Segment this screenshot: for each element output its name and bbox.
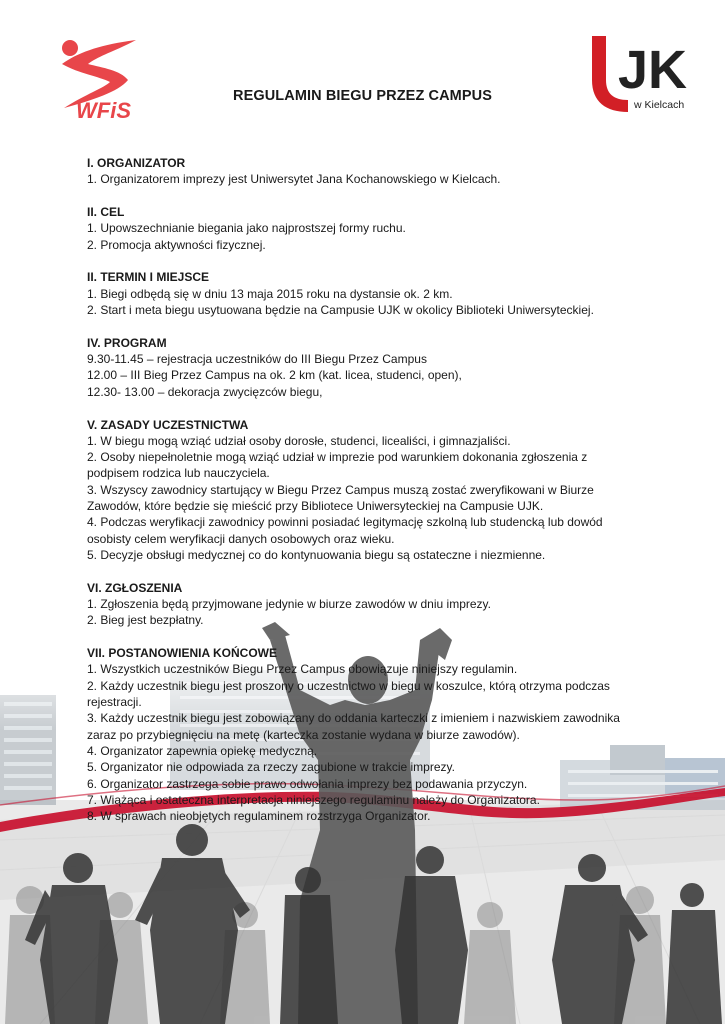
section-line: 1. Organizatorem imprezy jest Uniwersytet Jana Kochanowskiego w Kielcach. xyxy=(87,172,501,187)
section-line: 1. Upowszechnianie biegania jako najprostszej formy ruchu. xyxy=(87,221,406,236)
section-line: 2. Start i meta biegu usytuowana będzie na Campusie UJK w okolicy Biblioteki Uniwersyteckiej. xyxy=(87,303,594,318)
section-participation-rules xyxy=(87,417,647,564)
section-heading: VII. POSTANOWIENIA KOŃCOWE xyxy=(87,646,278,661)
section-line: 7. Wiążąca i ostateczna interpretacja niniejszego regulaminu należy do Organizatora. xyxy=(87,792,540,807)
section-line: 9.30-11.45 – rejestracja uczestników do III Biegu Przez Campus xyxy=(87,352,427,367)
document-title: REGULAMIN BIEGU PRZEZ CAMPUS xyxy=(233,88,492,104)
svg-text:JK: JK xyxy=(618,40,688,100)
section-heading: V. ZASADY UCZESTNICTWA xyxy=(87,417,249,432)
section-heading: IV. PROGRAM xyxy=(87,335,167,350)
svg-text:w Kielcach: w Kielcach xyxy=(634,99,685,111)
section-line: 4. Podczas weryfikacji zawodnicy powinni posiadać legitymację szkolną lub studencką lub dowód xyxy=(87,515,603,530)
section-line: 6. Organizator zastrzega sobie prawo odwołania imprezy bez podawania przyczyn. xyxy=(87,776,528,791)
section-organizer xyxy=(87,155,647,188)
section-line: 1. Wszystkich uczestników Biegu Przez Campus obowiązuje niniejszy regulamin. xyxy=(87,662,518,677)
section-program xyxy=(87,335,647,400)
section-line: 12.00 – III Bieg Przez Campus na ok. 2 km (kat. licea, studenci, open), xyxy=(87,368,462,383)
section-heading: I. ORGANIZATOR xyxy=(87,156,186,170)
section-line: 3. Wszyscy zawodnicy startujący w Biegu Przez Campus muszą zostać zweryfikowani w Biurze xyxy=(87,482,594,497)
section-date-place xyxy=(87,269,647,318)
section-line: rejestracji. xyxy=(87,695,142,710)
svg-text:WFiS: WFiS xyxy=(76,98,131,123)
section-line: 1. Zgłoszenia będą przyjmowane jedynie w biurze zawodów w dniu imprezy. xyxy=(87,597,491,612)
section-line: 8. W sprawach nieobjętych regulaminem rozstrzyga Organizator. xyxy=(87,809,431,824)
section-line: 5. Organizator nie odpowiada za rzeczy zagubione w trakcie imprezy. xyxy=(87,760,455,775)
section-line: 4. Organizator zapewnia opiekę medyczną. xyxy=(87,743,318,758)
section-goal xyxy=(87,204,647,253)
wfis-logo xyxy=(58,34,148,124)
section-line: 3. Każdy uczestnik biegu jest zobowiązany do oddania karteczki z imieniem i nazwiskiem zawodnika xyxy=(87,711,620,726)
section-heading: II. CEL xyxy=(87,205,125,220)
section-line: 12.30- 13.00 – dekoracja zwycięzców biegu, xyxy=(87,384,323,399)
section-final-provisions xyxy=(87,645,647,824)
regulation-content xyxy=(87,155,647,841)
section-heading: VI. ZGŁOSZENIA xyxy=(87,580,183,595)
section-line: podpisem rodzica lub nauczyciela. xyxy=(87,466,270,481)
section-line: 2. Bieg jest bezpłatny. xyxy=(87,613,204,628)
section-line: 2. Osoby niepełnoletnie mogą wziąć udział w imprezie pod warunkiem dokonania zgłoszenia z xyxy=(87,450,588,465)
section-line: zaraz po przybiegnięciu na metę (karteczka zostanie wydana w biurze zawodów). xyxy=(87,727,520,742)
section-heading: II. TERMIN I MIEJSCE xyxy=(87,270,210,285)
section-line: osobisty celem weryfikacji danych osobowych oraz wieku. xyxy=(87,531,395,546)
section-line: 1. Biegi odbędą się w dniu 13 maja 2015 roku na dystansie ok. 2 km. xyxy=(87,286,453,301)
section-line: 2. Każdy uczestnik biegu jest proszony o uczestnictwo w biegu w koszulce, którą otrzyma podczas xyxy=(87,678,610,693)
section-line: Zawodów, które będzie się mieścić przy Bibliotece Uniwersyteckiej na Campusie UJK. xyxy=(87,499,544,514)
section-line: 5. Decyzje obsługi medycznej co do kontynuowania biegu są ostateczne i niezmienne. xyxy=(87,547,546,562)
section-registration xyxy=(87,580,647,629)
section-line: 2. Promocja aktywności fizycznej. xyxy=(87,237,266,252)
section-line: 1. W biegu mogą wziąć udział osoby dorosłe, studenci, licealiści, i gimnazjaliści. xyxy=(87,433,511,448)
